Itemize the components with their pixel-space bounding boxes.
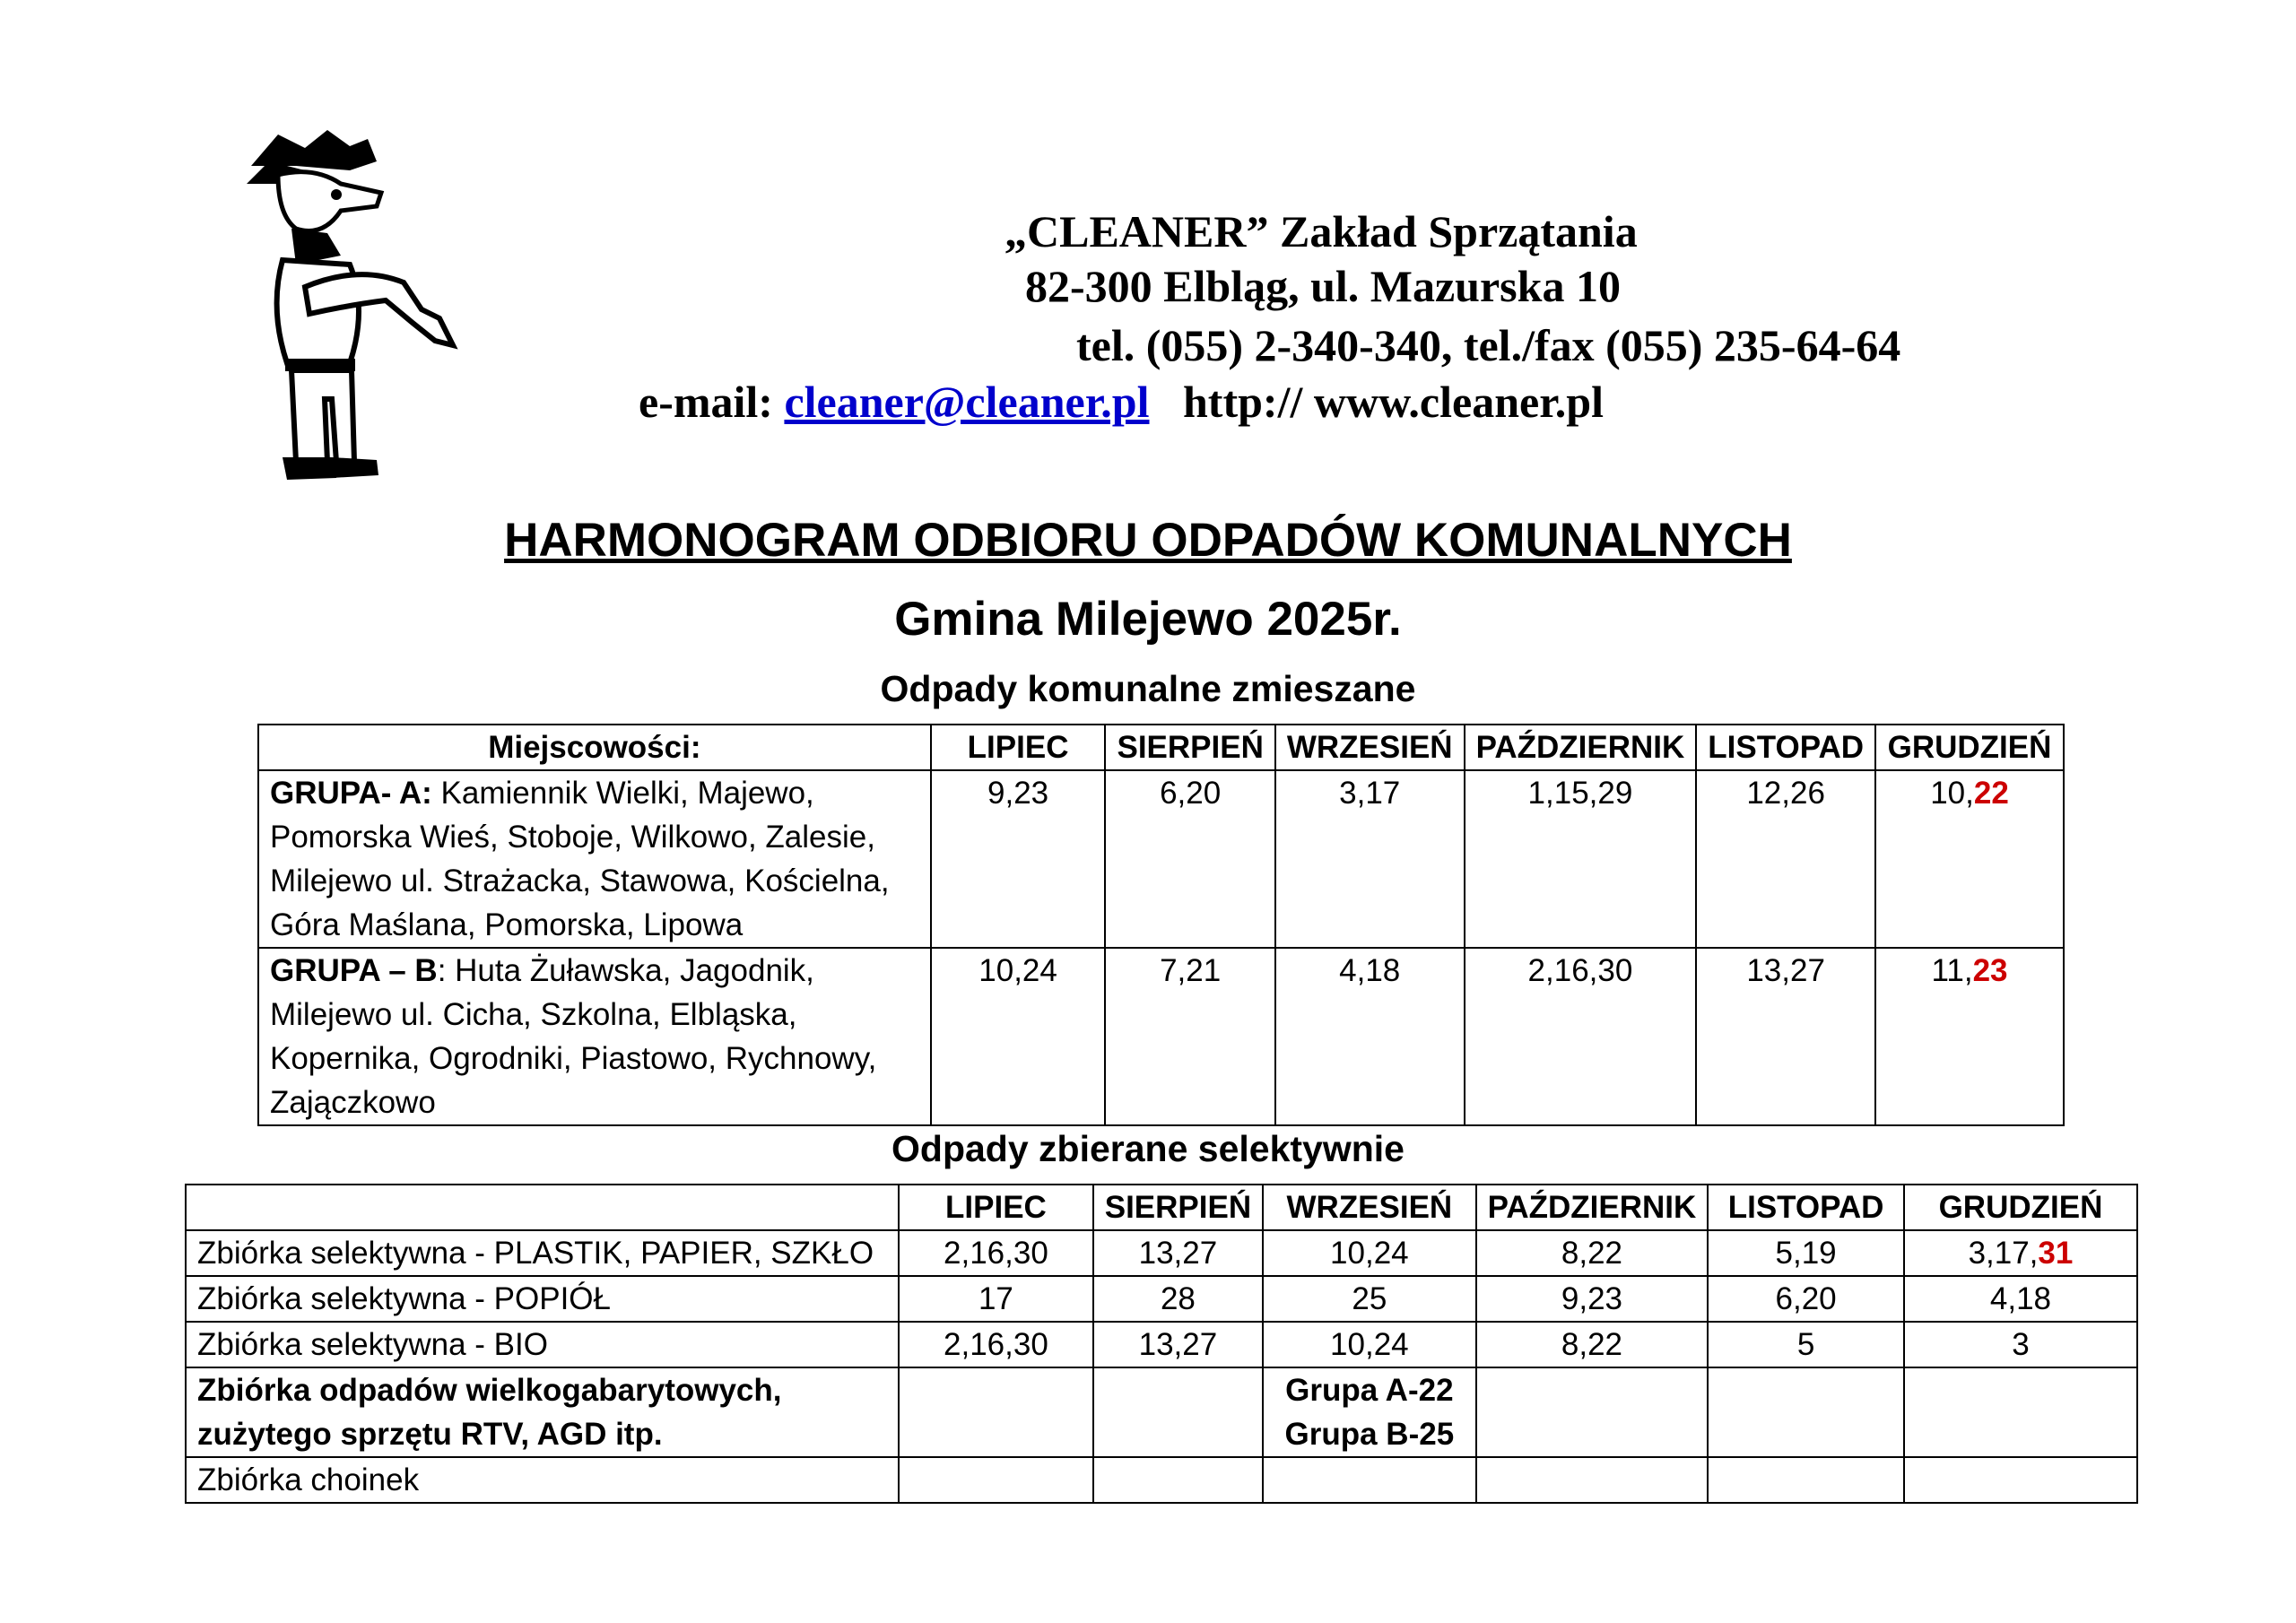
table-row [186,1367,2137,1457]
date-cell: 8,22 [1476,1322,1709,1367]
date-cell: 11,23 [1875,948,2064,1125]
date-cell: 2,16,30 [1465,948,1697,1125]
date-cell: 10,24 [1263,1230,1475,1276]
website-text: http:// www.cleaner.pl [1183,377,1604,427]
column-header: GRUDZIEŃ [1875,725,2064,770]
column-header: SIERPIEŃ [1093,1185,1263,1230]
row-label: Zbiórka choinek [186,1457,899,1503]
date-cell: 3,17,31 [1904,1230,2137,1276]
selective-waste-table [185,1184,2138,1504]
date-cell [1093,1367,1263,1457]
mixed-waste-table [257,724,2065,1126]
group-cell [258,948,931,1125]
column-header: LIPIEC [931,725,1106,770]
date-cell: 2,16,30 [899,1322,1093,1367]
group-cell [258,770,931,948]
date-cell: 9,23 [1476,1276,1709,1322]
document-title: HARMONOGRAM ODBIORU ODPADÓW KOMUNALNYCH [504,514,1792,567]
date-cell [1476,1457,1709,1503]
date-cell: 10,24 [931,948,1106,1125]
date-cell: 4,18 [1904,1276,2137,1322]
column-header: SIERPIEŃ [1105,725,1274,770]
date-cell [1093,1457,1263,1503]
date-cell: 9,23 [931,770,1106,948]
date-cell: 7,21 [1105,948,1274,1125]
date-cell: 10,24 [1263,1322,1475,1367]
date-cell: 6,20 [1105,770,1274,948]
column-header: WRZESIEŃ [1275,725,1465,770]
date-cell: 13,27 [1093,1230,1263,1276]
row-label: Zbiórka selektywna - PLASTIK, PAPIER, SZKŁO [186,1230,899,1276]
date-cell: 17 [899,1276,1093,1322]
group-places: : Huta Żuławska, Jagodnik, Milejewo ul. Cicha, Szkolna, Elbląska, Kopernika, Ogrodniki, Piastowo, Rychnowy, Zajączkowo [270,953,877,1120]
column-header: WRZESIEŃ [1263,1185,1475,1230]
company-phone: tel. (055) 2-340-340, tel./fax (055) 235-64-64 [1076,320,1901,370]
company-address: 82-300 Elbląg, ul. Mazurska 10 [1025,261,1621,311]
table-row [186,1276,2137,1322]
date-cell: Grupa A-22 Grupa B-25 [1263,1367,1475,1457]
table-row [186,1230,2137,1276]
date-cell: 3,17 [1275,770,1465,948]
date-cell: 6,20 [1708,1276,1904,1322]
table-row [186,1322,2137,1367]
date-cell: 13,27 [1696,948,1875,1125]
date-cell [1263,1457,1475,1503]
column-header: PAŹDZIERNIK [1476,1185,1709,1230]
column-header: PAŹDZIERNIK [1465,725,1697,770]
group-label: GRUPA – B [270,953,438,988]
date-cell [1904,1367,2137,1457]
selective-waste-heading: Odpady zbierane selektywnie [891,1128,1405,1169]
date-cell: 13,27 [1093,1322,1263,1367]
email-link[interactable]: cleaner@cleaner.pl [784,377,1150,427]
company-name: „CLEANER” Zakład Sprzątania [1004,206,1638,256]
email-label: e-mail: [639,377,773,427]
date-cell: 5,19 [1708,1230,1904,1276]
column-header: LISTOPAD [1708,1185,1904,1230]
date-cell: 5 [1708,1322,1904,1367]
date-cell: 2,16,30 [899,1230,1093,1276]
column-header [186,1185,899,1230]
date-cell [899,1367,1093,1457]
column-header: LIPIEC [899,1185,1093,1230]
date-cell: 8,22 [1476,1230,1709,1276]
date-cell: 28 [1093,1276,1263,1322]
date-cell [1708,1457,1904,1503]
table-row [258,770,2064,948]
cleaner-mascot-logo [242,130,475,489]
mixed-waste-heading: Odpady komunalne zmieszane [880,668,1416,709]
row-label: Zbiórka selektywna - BIO [186,1322,899,1367]
holiday-date: 23 [1972,953,2008,988]
row-label: Zbiórka odpadów wielkogabarytowych, zużytego sprzętu RTV, AGD itp. [186,1367,899,1457]
document-subtitle: Gmina Milejewo 2025r. [894,593,1402,646]
date-cell: 1,15,29 [1465,770,1697,948]
date-cell [1708,1367,1904,1457]
column-header: GRUDZIEŃ [1904,1185,2137,1230]
column-header: LISTOPAD [1696,725,1875,770]
date-cell: 10,22 [1875,770,2064,948]
table-header-row [186,1185,2137,1230]
group-label: GRUPA- A: [270,776,432,811]
date-cell [899,1457,1093,1503]
date-cell [1904,1457,2137,1503]
date-cell: 3 [1904,1322,2137,1367]
holiday-date: 22 [1973,776,2009,811]
table-row [186,1457,2137,1503]
company-contact-line [639,376,1604,428]
group-places: Kamiennik Wielki, Majewo, Pomorska Wieś, Stoboje, Wilkowo, Zalesie, Milejewo ul. Strażacka, Stawowa, Kościelna, Góra Maślana, Pomorska, Lipowa [270,776,890,942]
table-row [258,948,2064,1125]
date-cell: 12,26 [1696,770,1875,948]
date-cell: 4,18 [1275,948,1465,1125]
date-cell [1476,1367,1709,1457]
date-cell: 25 [1263,1276,1475,1322]
column-header: Miejscowości: [258,725,931,770]
row-label: Zbiórka selektywna - POPIÓŁ [186,1276,899,1322]
table-header-row [258,725,2064,770]
holiday-date: 31 [2038,1236,2074,1271]
